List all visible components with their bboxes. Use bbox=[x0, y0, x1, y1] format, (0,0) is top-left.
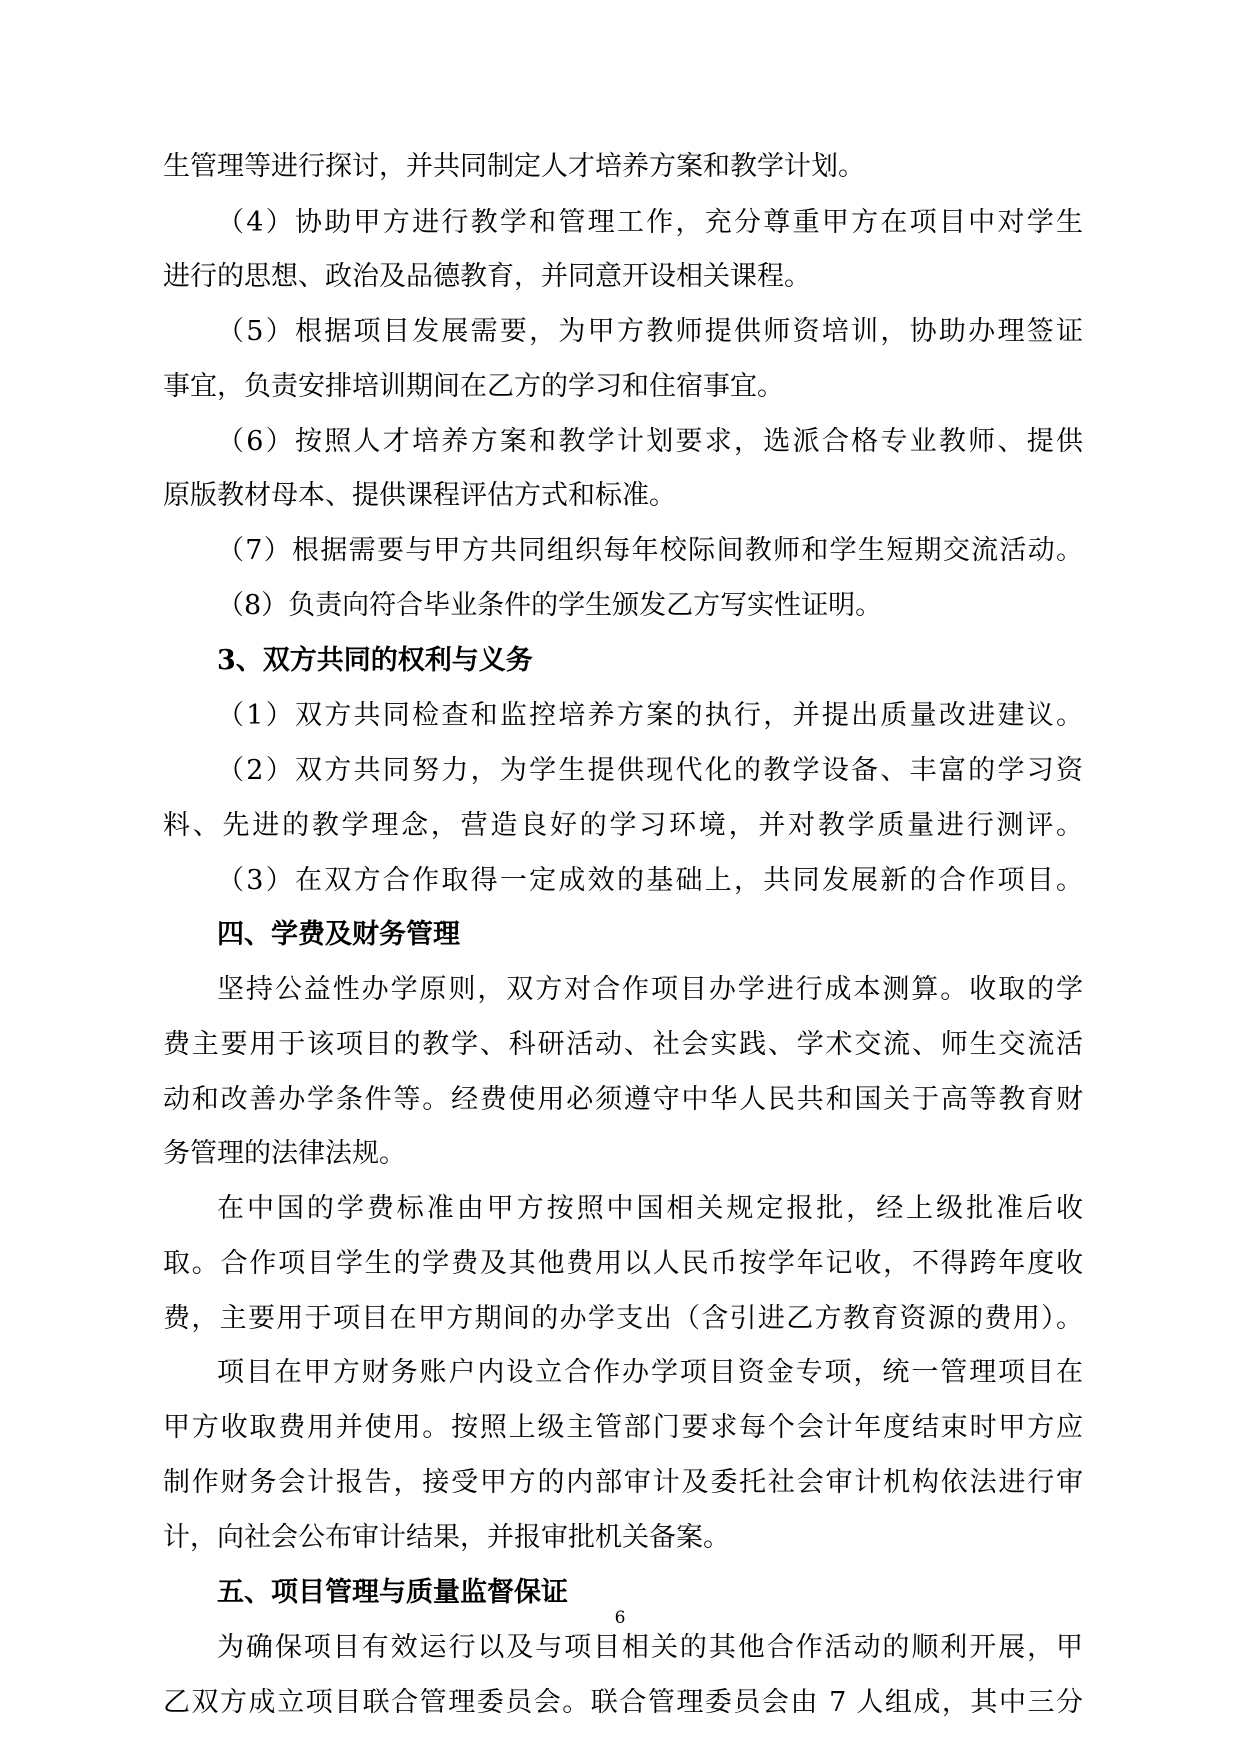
text-line: 乙双方成立项目联合管理委员会。联合管理委员会由 7 人组成，其中三分 bbox=[163, 1687, 1083, 1718]
text-line: 制作财务会计报告，接受甲方的内部审计及委托社会审计机构依法进行审 bbox=[163, 1467, 1083, 1498]
text-line: 进行的思想、政治及品德教育，并同意开设相关课程。 bbox=[163, 261, 811, 292]
text-line: 计，向社会公布审计结果，并报审批机关备案。 bbox=[163, 1522, 730, 1553]
section-heading: 五、项目管理与质量监督保证 bbox=[217, 1577, 568, 1608]
text-line: 项目在甲方财务账户内设立合作办学项目资金专项，统一管理项目在 bbox=[217, 1357, 1083, 1388]
section-heading: 3、双方共同的权利与义务 bbox=[217, 645, 533, 676]
text-line: （7）根据需要与甲方共同组织每年校际间教师和学生短期交流活动。 bbox=[217, 535, 1083, 566]
text-line: （3）在双方合作取得一定成效的基础上，共同发展新的合作项目。 bbox=[217, 865, 1083, 896]
text-line: 为确保项目有效运行以及与项目相关的其他合作活动的顺利开展，甲 bbox=[217, 1632, 1083, 1663]
text-line: 事宜，负责安排培训期间在乙方的学习和住宿事宜。 bbox=[163, 371, 784, 402]
text-line: （6）按照人才培养方案和教学计划要求，选派合格专业教师、提供 bbox=[217, 426, 1083, 457]
text-line: （2）双方共同努力，为学生提供现代化的教学设备、丰富的学习资 bbox=[217, 755, 1083, 786]
text-line: （1）双方共同检查和监控培养方案的执行，并提出质量改进建议。 bbox=[217, 700, 1083, 731]
text-line: 费，主要用于项目在甲方期间的办学支出（含引进乙方教育资源的费用）。 bbox=[163, 1303, 1083, 1334]
text-line: 生管理等进行探讨，并共同制定人才培养方案和教学计划。 bbox=[163, 151, 865, 182]
text-line: 料、先进的教学理念，营造良好的学习环境，并对教学质量进行测评。 bbox=[163, 810, 1083, 841]
text-line: 甲方收取费用并使用。按照上级主管部门要求每个会计年度结束时甲方应 bbox=[163, 1412, 1083, 1443]
page-number: 6 bbox=[614, 1608, 626, 1628]
text-line: 务管理的法律法规。 bbox=[163, 1138, 406, 1169]
text-line: （8）负责向符合毕业条件的学生颁发乙方写实性证明。 bbox=[217, 590, 883, 621]
text-line: 在中国的学费标准由甲方按照中国相关规定报批，经上级批准后收 bbox=[217, 1193, 1083, 1224]
text-line: 原版教材母本、提供课程评估方式和标准。 bbox=[163, 480, 676, 511]
text-line: 动和改善办学条件等。经费使用必须遵守中华人民共和国关于高等教育财 bbox=[163, 1084, 1083, 1115]
section-heading: 四、学费及财务管理 bbox=[217, 919, 460, 950]
text-line: 费主要用于该项目的教学、科研活动、社会实践、学术交流、师生交流活 bbox=[163, 1029, 1083, 1060]
text-line: （4）协助甲方进行教学和管理工作，充分尊重甲方在项目中对学生 bbox=[217, 207, 1083, 238]
text-line: 坚持公益性办学原则，双方对合作项目办学进行成本测算。收取的学 bbox=[217, 974, 1083, 1005]
text-line: 取。合作项目学生的学费及其他费用以人民币按学年记收，不得跨年度收 bbox=[163, 1248, 1083, 1279]
text-line: （5）根据项目发展需要，为甲方教师提供师资培训，协助办理签证 bbox=[217, 316, 1083, 347]
